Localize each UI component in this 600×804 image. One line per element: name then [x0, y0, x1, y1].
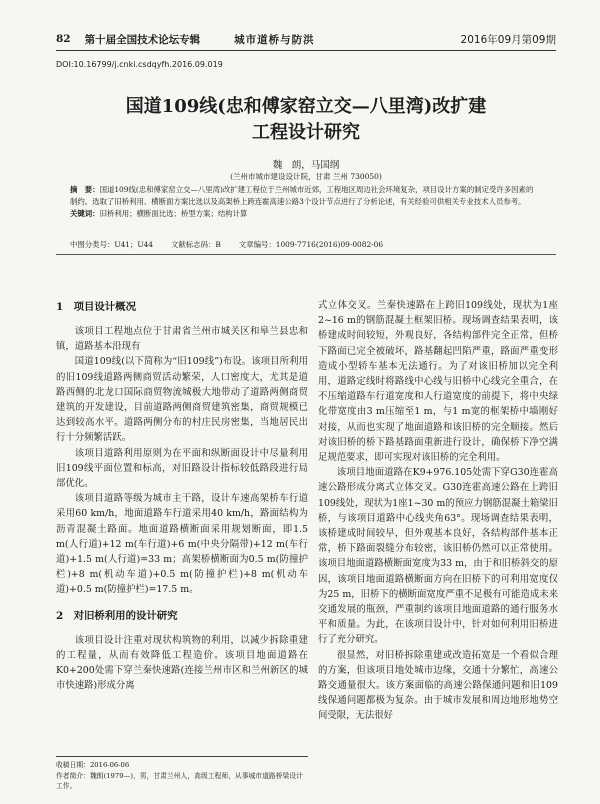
abstract-block [70, 184, 534, 220]
abstract [70, 184, 534, 208]
paragraph: 该项目地面道路在K9+976.105处需下穿G30连霍高速公路形成分离式立体交叉。G30连霍高速公路在上跨旧109线处，现状为1座1~30 m的预应力钢筋混凝土箱梁旧桥，与该项目道路中心线夹角63°。现场调查结果表明，该桥建成时间较早，但外观基本良好，各结构部件基本正常，桥下路面裂缝分布较密，该旧桥仍然可以正常使用。该项目地面道路横断面宽度为33 m，由于和旧桥斜交的原因，该项目地面道路横断面方向在旧桥下的可利用宽度仅为25 m，旧桥下的横断面宽度严重不足极有可能造成未来交通发展的瓶颈，严重制约该项目地面道路的通行服务水平和质量。为此，在该项目设计中，针对如何利用旧桥进行了充分研究。 [318, 467, 558, 646]
keywords-label: 关键词： [70, 209, 100, 218]
section-1-heading: 1 项目设计概况 [56, 301, 136, 313]
keywords-text: 旧桥利用；横断面比选；桥型方案；结构计算 [99, 209, 248, 218]
paragraph: 式立体交叉。兰秦快速路在上跨旧109线处，现状为1座2~16 m的钢筋混凝土框架旧桥。现场调查结果表明，该桥建成时间较短，外观良好，各结构部件完全正常，但桥下路面已完全被破坏，路基翻起凹陷严重，路面严重变形造成小型轿车基本无法通行。为了对该旧桥加以完全利用，道路定线时将路线中心线与旧桥中心线完全重合，在不压缩道路车行道宽度和人行道宽度的前提下，将中央绿化带宽度由3 m压缩至1 m，与1 m宽的框架桥中墙刚好对接，从而也实现了地面道路和该旧桥的完全顺接。然后对该旧桥的桥下路基路面重新进行设计，确保桥下净空满足规范要求，即可实现对该旧桥的完全利用。 [318, 300, 558, 464]
classification-line [70, 239, 534, 250]
page-number: 82 [56, 33, 71, 45]
abstract-label: 摘 要： [70, 185, 100, 194]
conference-name: 第十届全国技术论坛专辑 [84, 33, 201, 46]
paragraph: 该项目道路等级为城市主干路，设计车速高架桥车行道采用60 km/h，地面道路车行道采用40 km/h，路面结构为沥青混凝土路面。地面道路横断面采用规划断面，即1.5 m(人行道)+12 m(车行道)+6 m(中央分隔带)+12 m(车行道)+1.5 m(人行道)=33 m；高架桥横断面为0.5 m(防撞护栏)+8 m(机动车道)+0.5 m(防撞护栏)+8 m(机动车道)+0.5 m(防撞护栏)=17.5 m。 [56, 493, 308, 596]
paragraph: 国道109线(以下简称为“旧109线”)布设。该项目所利用的旧109线道路两侧商贸活动繁荣，人口密度大，尤其是道路西侧的北龙口国际商贸物流城极大地带动了道路两侧商贸建筑的开发建设，目前道路两侧商贸建筑密集，商贸规模已达到较高水平。道路两侧分布的村庄民房密集，当地居民出行十分频繁活跃。 [56, 356, 308, 444]
title-line-1: 国道109线(忠和傅家窑立交—八里湾)改扩建 [125, 96, 487, 117]
keywords [70, 208, 534, 220]
running-header [56, 28, 556, 51]
article-number: 文章编号：1009-7716(2016)09-0082-06 [238, 240, 384, 249]
left-column [56, 298, 308, 693]
journal-column: 城市道桥与防洪 [234, 33, 315, 46]
received-date: 收稿日期：2016-06-06 [56, 761, 130, 769]
footnote [56, 756, 308, 792]
paragraph: 该项目道路利用原则为在平面和纵断面设计中尽量利用旧109线平面位置和标高，对旧路设计指标较低路段进行局部优化。 [56, 447, 308, 490]
author-bio: 作者简介：魏朗(1979—)，男，甘肃兰州人，高级工程师，从事城市道路桥梁设计工作。 [56, 771, 303, 790]
abstract-text: 国道109线(忠和傅家窑立交—八里湾)改扩建工程位于兰州城市近郊，工程地区周边社会环境复杂，项目设计方案的制定受许多因素的制约。选取了旧桥利用、横断面方案比选以及高架桥上跨连霍高速公路3个设计节点进行了分析论述，有关经验可供相关专业技术人员参考。 [70, 185, 534, 206]
paragraph: 很显然，对旧桥拆除重建或改造拓宽是一个看似合理的方案，但该项目地处城市边缘，交通十分繁忙，高速公路交通量很大。该方案面临的高速公路保通问题和旧109线保通问题都极为复杂。由于城市发展和周边地形地势空间受限，无法很好 [318, 649, 558, 722]
document-code: 文献标志码：B [171, 240, 221, 249]
section-2-heading: 2 对旧桥利用的设计研究 [56, 609, 178, 622]
paragraph: 该项目设计注重对现状构筑物的利用，以减少拆除重建的工程量，从而有效降低工程造价。该项目地面道路在K0+200处需下穿兰秦快速路(连接兰州市区和兰州新区的城市快速路)形成分离 [56, 634, 308, 692]
header-divider [56, 254, 556, 255]
doi: DOI:10.16799/j.cnki.csdqyfh.2016.09.019 [56, 60, 223, 69]
clc-number: 中图分类号：U41；U44 [70, 240, 154, 249]
paper-title [56, 94, 556, 146]
issue-info: 2016年09月第09期 [460, 33, 556, 46]
paragraph: 该项目工程地点位于甘肃省兰州市城关区和皋兰县忠和镇，道路基本沿现有 [56, 326, 308, 353]
right-column [318, 298, 558, 724]
affiliation: (兰州市城市建设设计院，甘肃 兰州 730050) [230, 172, 382, 181]
authors: 魏 朗，马国纲 [272, 160, 340, 171]
title-line-2: 工程设计研究 [252, 122, 360, 143]
